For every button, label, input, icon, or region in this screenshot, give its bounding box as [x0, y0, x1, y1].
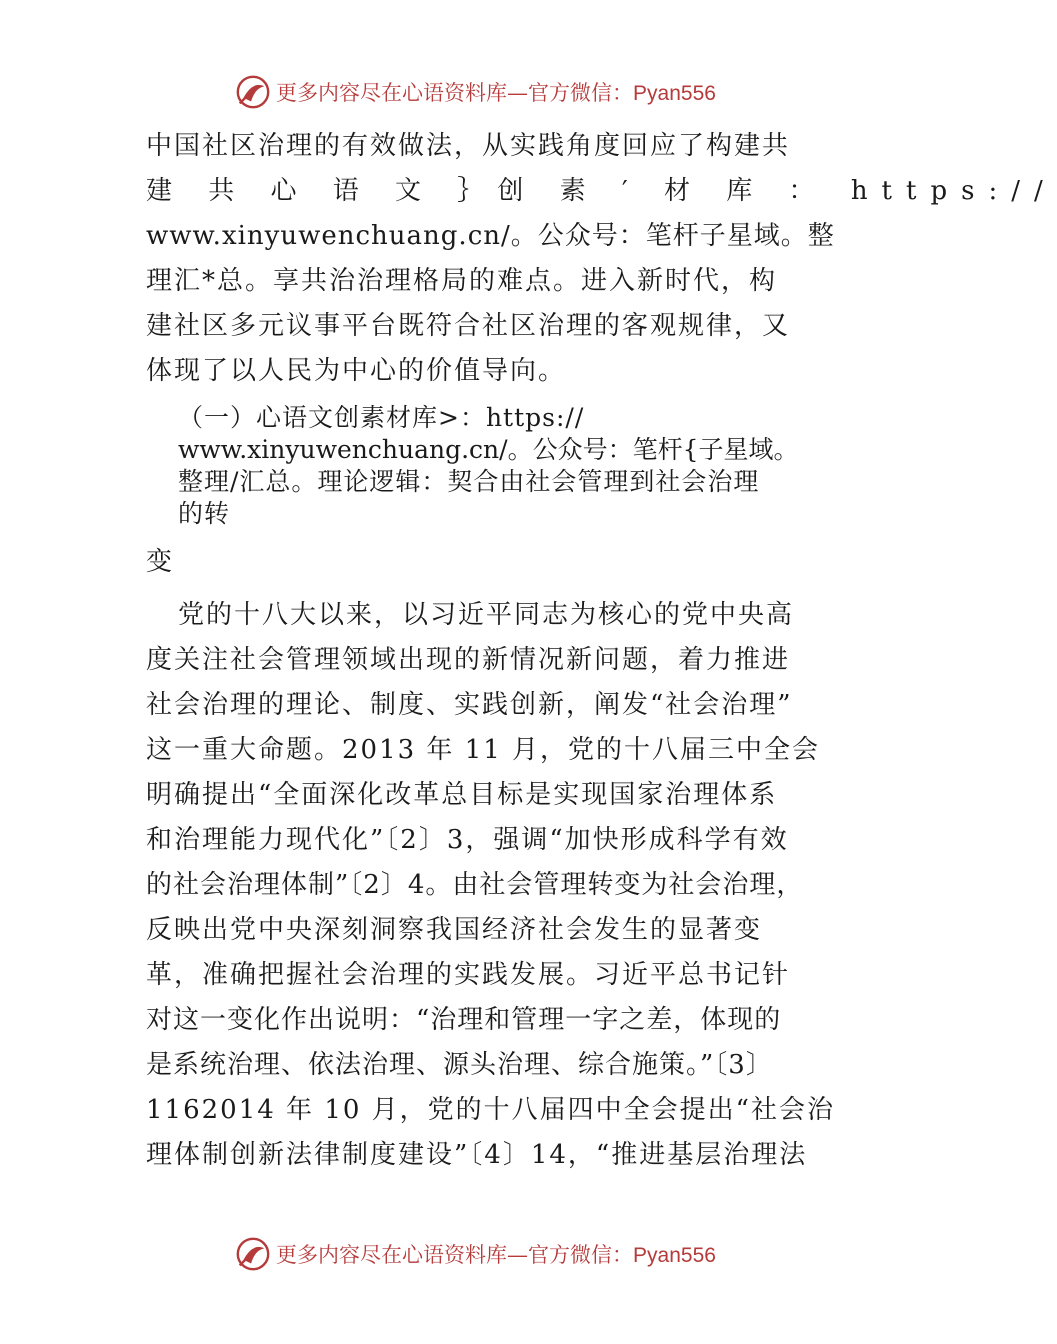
text-line: 的社会治理体制”〔2〕4。由社会管理转变为社会治理，: [146, 870, 804, 900]
text-line: 革，准确把握社会治理的实践发展。习近平总书记针: [146, 960, 791, 990]
banner-contact: Pyan556: [633, 82, 716, 105]
banner-text: [276, 77, 716, 107]
text-line: 度关注社会管理领域出现的新情况新问题，着力推进: [146, 645, 791, 675]
banner-title: 更多内容尽在心语资料库—官方微信：: [276, 81, 634, 105]
text-line: www.xinyuwenchuang.cn/。公众号：笔杆子星域。整: [146, 221, 835, 251]
banner-contact: Pyan556: [633, 1244, 716, 1267]
text-line: 反映出党中央深刻洞察我国经济社会发生的显著变: [146, 915, 763, 945]
text-line: 和治理能力现代化”〔2〕3，强调“加快形成科学有效: [146, 825, 789, 855]
section-heading: [146, 402, 826, 530]
text-line: 理体制创新法律制度建设”〔4〕14，“推进基层治理法: [146, 1140, 808, 1170]
heading-line: 整理/汇总。理论逻辑：契合由社会管理到社会治理: [178, 467, 760, 496]
paragraph-2: [146, 593, 835, 1178]
heading-line: （一）心语文创素材库>：https://: [178, 403, 585, 432]
paragraph-1: [146, 124, 1057, 394]
heading-line: www.xinyuwenchuang.cn/。公众号：笔杆{子星域。: [178, 435, 799, 464]
text-line: 明确提出“全面深化改革总目标是实现国家治理体系: [146, 780, 778, 810]
header-banner: [0, 70, 950, 114]
text-line: 党的十八大以来，以习近平同志为核心的党中央高: [178, 600, 795, 630]
text-line: 这一重大命题。2013 年 11 月，党的十八届三中全会: [146, 735, 821, 765]
logo-icon: [234, 73, 272, 111]
text-line: 中国社区治理的有效做法，从实践角度回应了构建共: [146, 131, 791, 161]
text-line: 理汇*总。享共治治理格局的难点。进入新时代，构: [146, 266, 778, 296]
logo-icon: [234, 1235, 272, 1273]
document-body: [146, 124, 1057, 1178]
text-line: 1162014 年 10 月，党的十八届四中全会提出“社会治: [146, 1095, 835, 1125]
text-line: 对这一变化作出说明：“治理和管理一字之差，体现的: [146, 1005, 782, 1035]
banner-title: 更多内容尽在心语资料库—官方微信：: [276, 1243, 634, 1267]
text-line: 是系统治理、依法治理、源头治理、综合施策。”〔3〕: [146, 1050, 773, 1080]
text-line: 体现了以人民为中心的价值导向。: [146, 356, 567, 386]
heading-line: 的转: [178, 499, 231, 528]
text-line: 建 共 心 语 文 ｝创 素 ′ 材 库 ： https://: [146, 176, 1057, 206]
text-line: 建社区多元议事平台既符合社区治理的客观规律，又: [146, 311, 791, 341]
footer-banner: [0, 1232, 950, 1276]
heading-tail: 变: [146, 547, 175, 577]
banner-text: [276, 1239, 716, 1269]
text-line: 社会治理的理论、制度、实践创新，阐发“社会治理”: [146, 690, 793, 720]
